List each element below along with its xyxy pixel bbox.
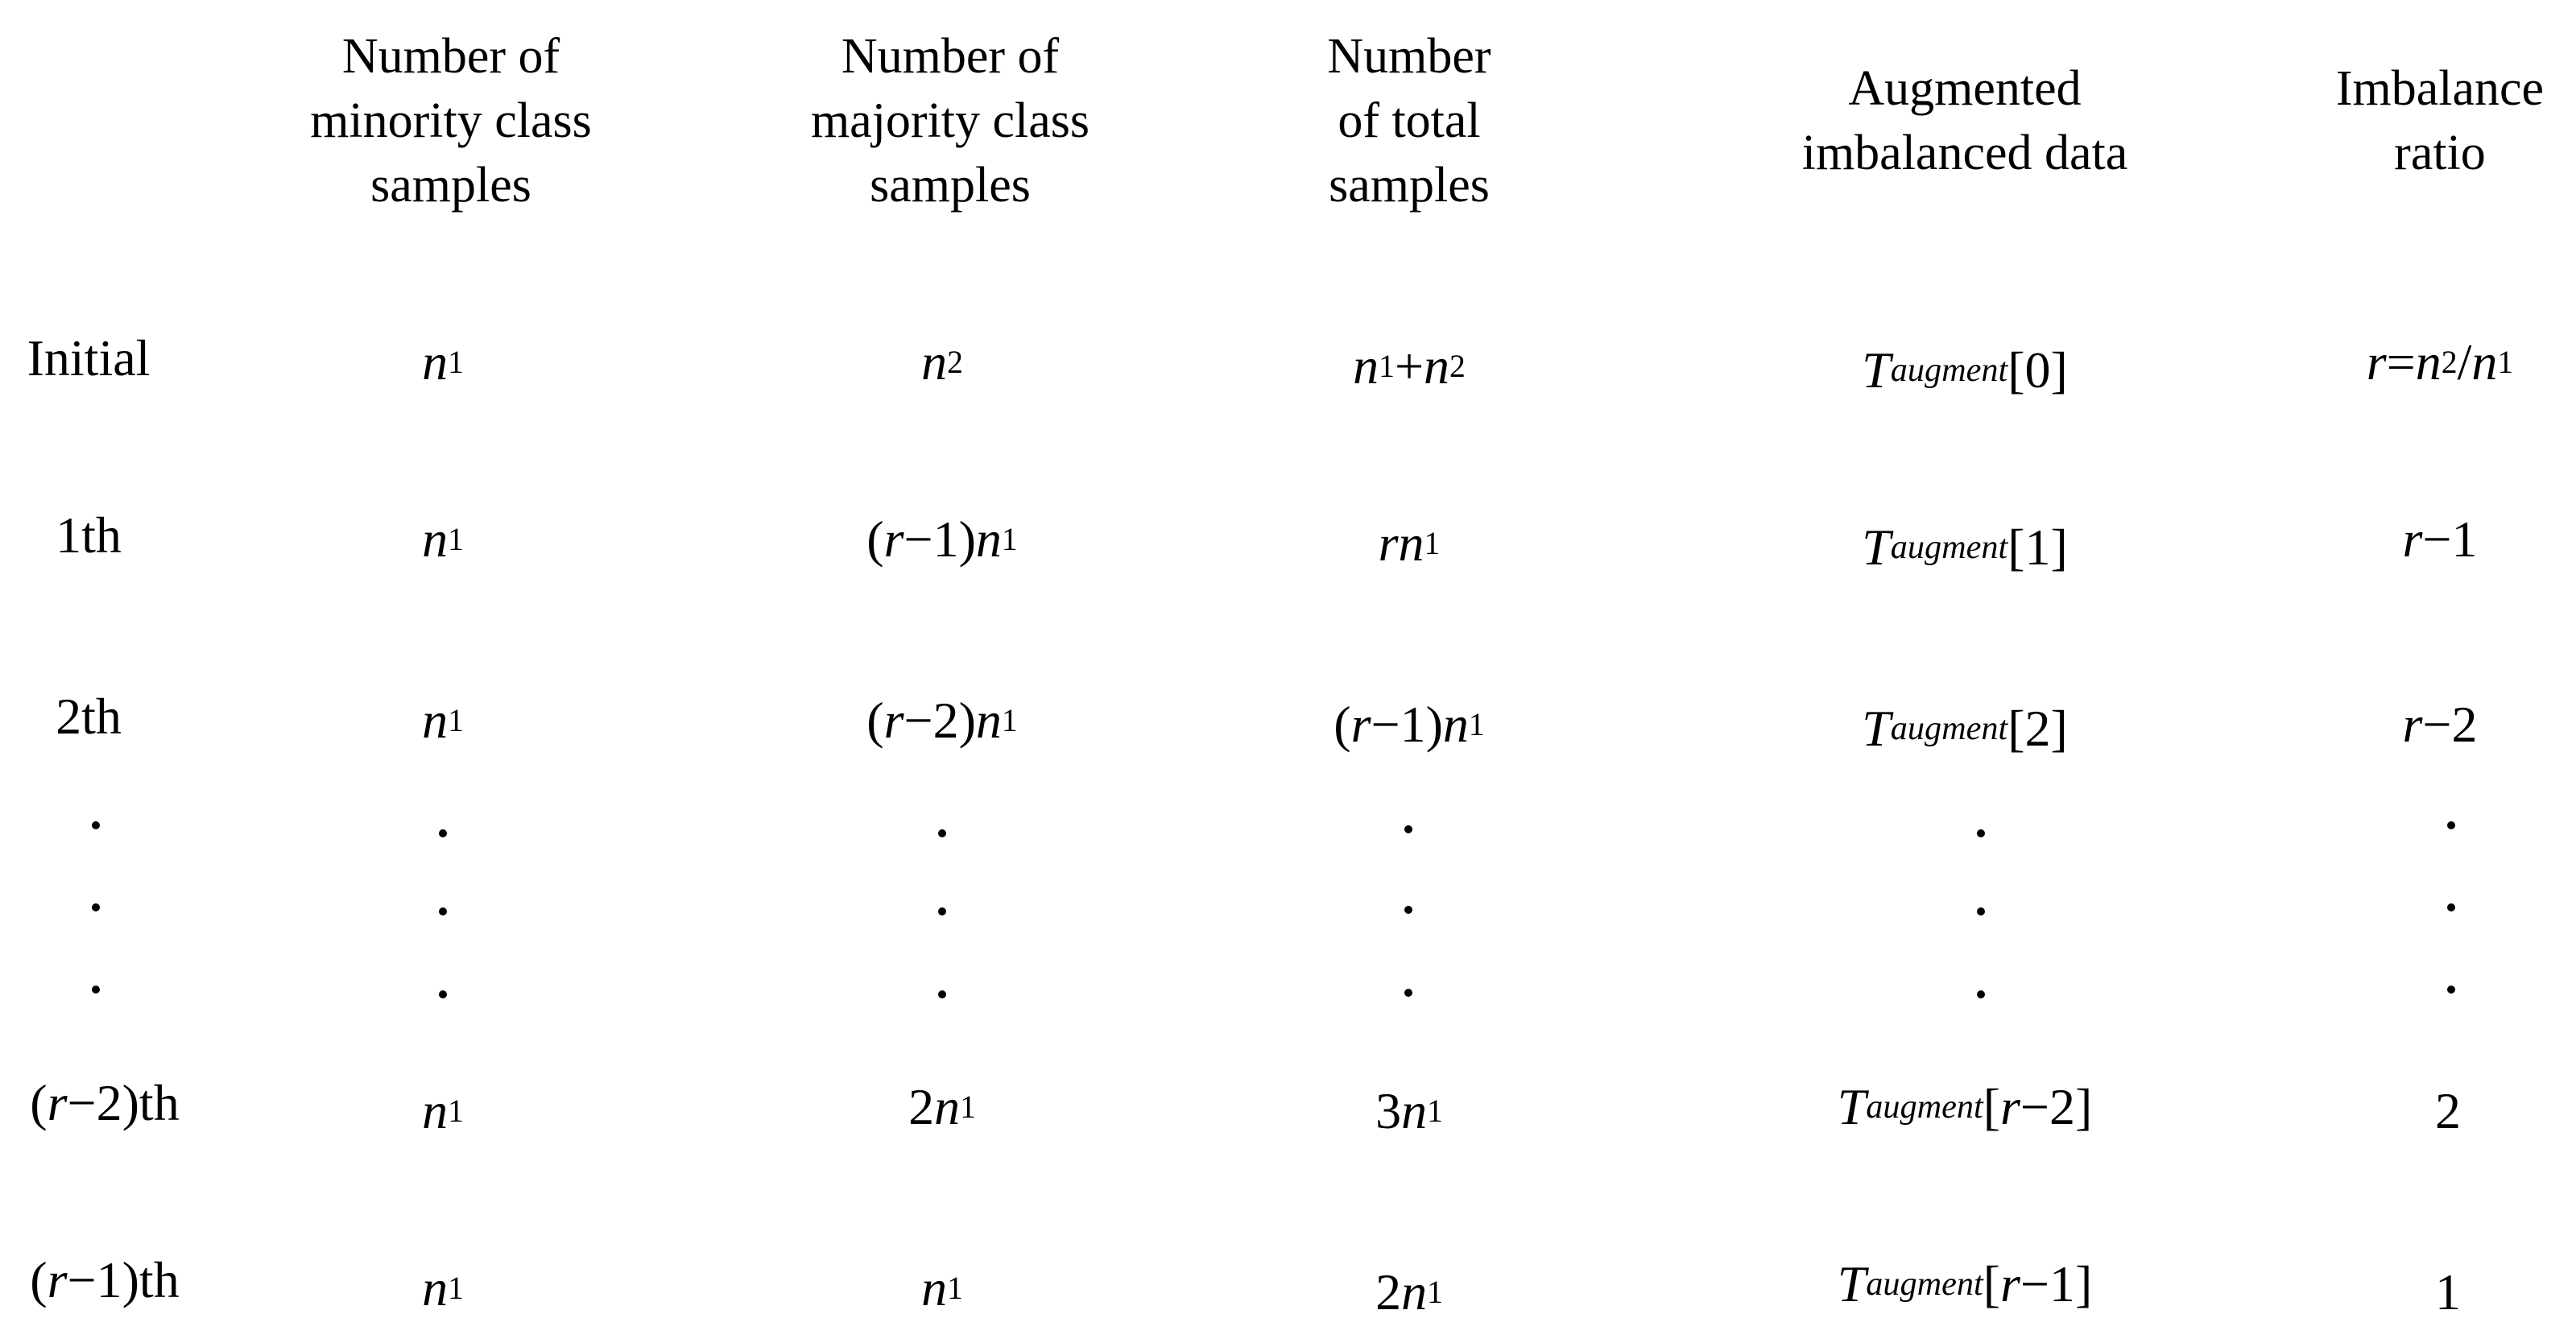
row-r-2th-augmented: T augment [ r −2]: [1837, 1078, 2093, 1135]
row-r-1th-total: 2 n 1: [1375, 1263, 1443, 1320]
ellipsis-dot: [92, 903, 100, 911]
row-1th-minority: n 1: [422, 510, 464, 568]
header-line: Number of: [841, 29, 1060, 84]
row-r-2th-ratio: 2: [2435, 1082, 2461, 1139]
row-initial-ratio: r = n 2 / n 1: [2366, 333, 2514, 391]
row-1th-total: rn 1: [1378, 515, 1441, 572]
header-line: of total: [1338, 93, 1481, 148]
ellipsis-dot: [1977, 829, 1985, 837]
row-2th-majority: ( r −2) n 1: [866, 692, 1018, 749]
row-1th-ratio: r −1: [2402, 510, 2478, 568]
row-1th-majority: ( r −1) n 1: [866, 510, 1018, 568]
row-2th-minority: n 1: [422, 692, 464, 749]
row-r-2th-minority: n 1: [422, 1082, 464, 1139]
row-r-1th-stage: ( r −1)th: [30, 1251, 180, 1308]
header-line: imbalanced data: [1801, 126, 2128, 180]
row-1th-stage: 1th: [56, 506, 122, 564]
row-r-1th-ratio: 1: [2435, 1263, 2461, 1320]
header-majority: [773, 24, 1127, 217]
ellipsis-dot: [1404, 825, 1412, 833]
row-initial-total: n 1 + n 2: [1353, 337, 1466, 395]
ellipsis-dot: [1404, 989, 1412, 997]
row-1th-augmented: T augment [1]: [1862, 519, 2068, 576]
row-r-1th-majority: n 1: [921, 1259, 963, 1316]
header-ratio: [2311, 24, 2569, 217]
row-2th-total: ( r −1) n 1: [1333, 696, 1485, 753]
row-r-2th-majority: 2 n 1: [908, 1078, 976, 1135]
ellipsis-dot: [92, 821, 100, 829]
header-line: majority class: [810, 93, 1090, 148]
header-line: samples: [870, 158, 1031, 213]
row-r-1th-minority: n 1: [422, 1259, 464, 1316]
header-line: samples: [370, 158, 531, 213]
row-initial-minority: n 1: [422, 333, 464, 391]
ellipsis-dot: [439, 990, 447, 998]
header-line: Number: [1327, 29, 1491, 84]
header-minority: [274, 24, 628, 217]
row-initial-stage: Initial: [27, 329, 151, 386]
header-line: Imbalance: [2335, 61, 2545, 116]
header-augmented: [1747, 24, 2182, 217]
header-line: minority class: [310, 93, 592, 148]
ellipsis-dot: [2447, 986, 2455, 994]
row-2th-ratio: r −2: [2402, 696, 2478, 753]
ellipsis-dot: [1977, 990, 1985, 998]
row-2th-stage: 2th: [56, 688, 122, 745]
ellipsis-dot: [92, 986, 100, 994]
row-r-2th-stage: ( r −2)th: [30, 1074, 180, 1131]
row-initial-augmented: T augment [0]: [1862, 341, 2068, 399]
header-line: Number of: [341, 29, 560, 84]
header-line: ratio: [2394, 126, 2486, 180]
header-line: Augmented: [1848, 61, 2082, 116]
ellipsis-dot: [938, 907, 946, 915]
ellipsis-dot: [938, 990, 946, 998]
ellipsis-dot: [2447, 821, 2455, 829]
ellipsis-dot: [439, 829, 447, 837]
ellipsis-dot: [1404, 906, 1412, 914]
ellipsis-dot: [2447, 903, 2455, 911]
header-total: [1264, 24, 1554, 217]
row-2th-augmented: T augment [2]: [1862, 700, 2068, 757]
ellipsis-dot: [938, 829, 946, 837]
header-line: samples: [1329, 158, 1490, 213]
row-r-2th-total: 3 n 1: [1375, 1082, 1443, 1139]
ellipsis-dot: [1977, 907, 1985, 915]
row-r-1th-augmented: T augment [ r −1]: [1837, 1255, 2093, 1312]
ellipsis-dot: [439, 907, 447, 915]
row-initial-majority: n 2: [921, 333, 963, 391]
